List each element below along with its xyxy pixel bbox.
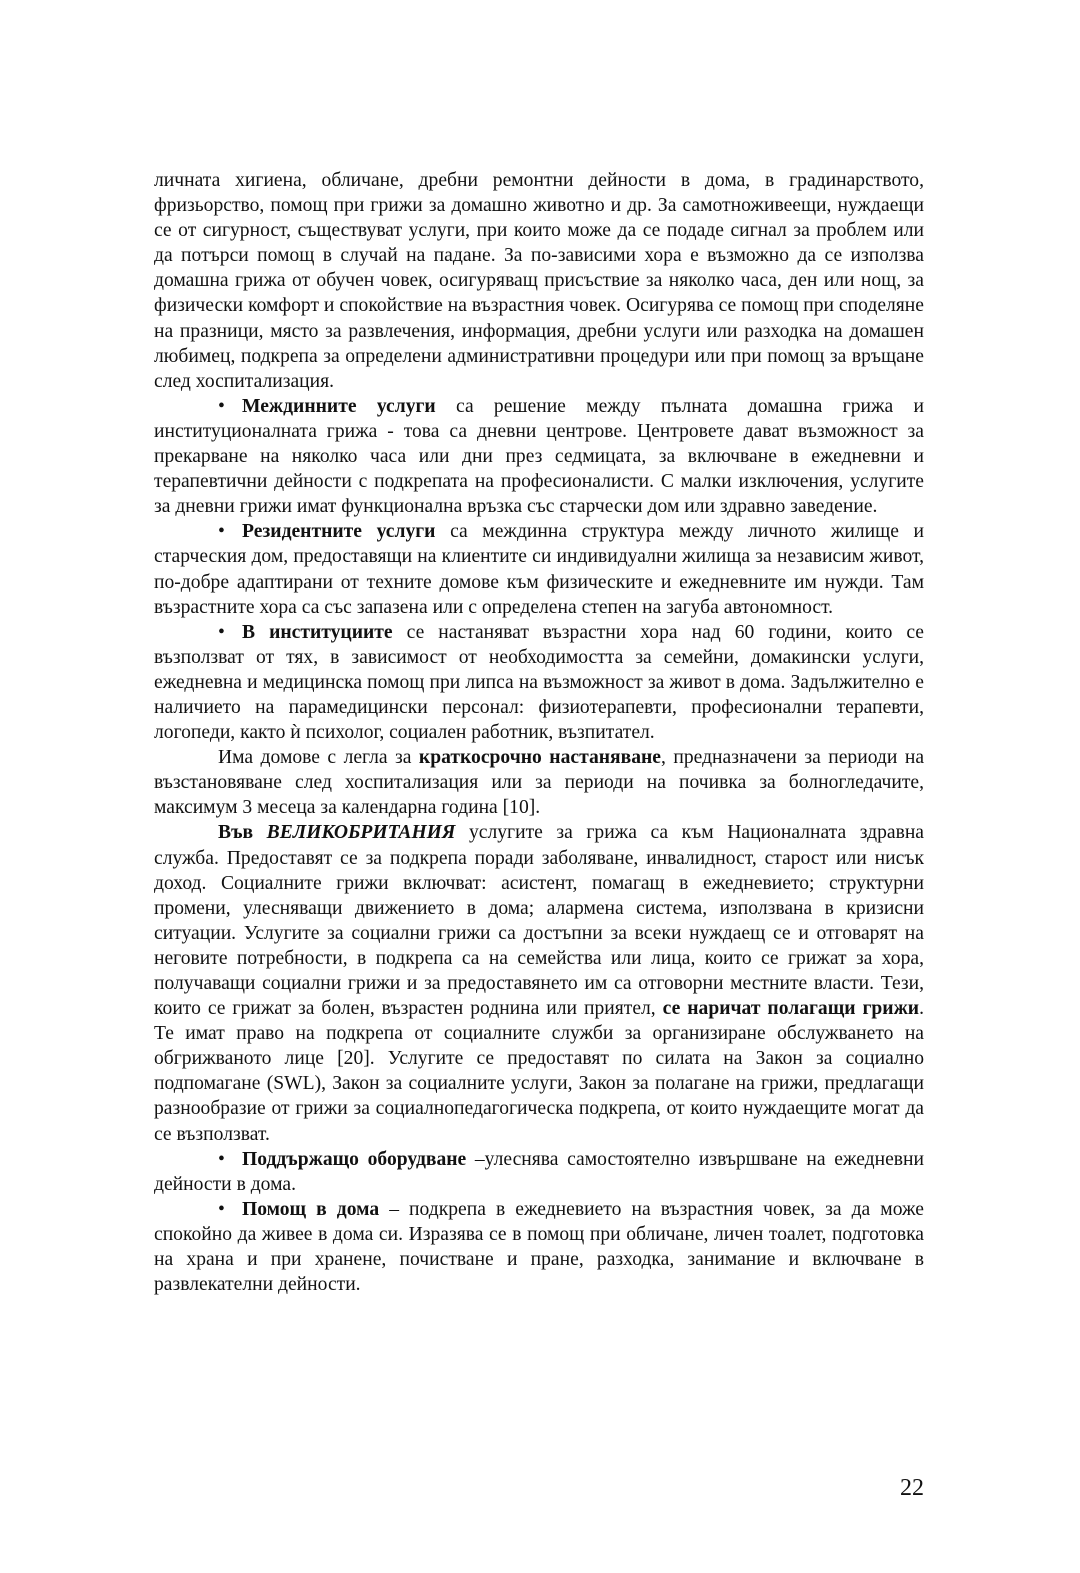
bullet-icon: • bbox=[218, 1148, 225, 1170]
term-caregivers: се наричат полагащи грижи bbox=[662, 998, 920, 1020]
bullet-icon: • bbox=[218, 621, 225, 643]
bullet-residential-services: • Резидентните услуги са междинна структура между личното жилище и старческия дом, предоставящи на клиентите си индивидуални жилища за независим живот, по-добре адаптирани от техните домове към физическите и ежедневните им нужди. Там възрастните хора са със запазена или с определена степен на загуба автономност. bbox=[154, 521, 924, 618]
bullet-supporting-equipment: • Поддържащо оборудване –улеснява самостоятелно извършване на ежедневни дейности в дома. bbox=[154, 1148, 925, 1195]
bullet-icon: • bbox=[218, 521, 225, 543]
paragraph-continuation: личната хигиена, обличане, дребни ремонтни дейности в дома, в градинарството, фризьорство, помощ при грижи за домашно животно и др. За самотноживеещи, нуждаещи се от сигурност, съществуват услуги, при които може да се подаде сигнал за проблем или да потърси помощ в случай на падане. За по-зависими хора е възможно да се използва домашна грижа от обучен човек, осигуряващ присъствие за няколко часа, ден или нощ, за физически комфорт и спокойствие на възрастния човек. Осигурява се помощ при споделяне на празници, място за развлечения, информация, дребни услуги или разходка на домашен любимец, подкрепа за определени административни процедури или при помощ за връщане след хоспитализация. bbox=[154, 170, 924, 392]
page-body bbox=[154, 168, 924, 1297]
bullet-icon: • bbox=[218, 395, 225, 417]
bullet-institutions: • В институциите се настаняват възрастни хора над 60 години, които се възползват от тях, в зависимост от необходимостта за семейни, домакински услуги, ежедневна и медицинска помощ при липса на възможност за живот в дома. Задължително е наличието на парамедицински персонал: физиотерапевти, професионални терапевти, логопеди, както ѝ психолог, социален работник, възпитател. bbox=[154, 621, 924, 744]
page-number: 22 bbox=[900, 1475, 924, 1501]
term-short-term: краткосрочно настаняване bbox=[418, 747, 662, 769]
term-institutions: В институциите bbox=[242, 621, 393, 643]
term-residential-services: Резидентните услуги bbox=[242, 521, 436, 543]
bullet-intermediate-services: • Междинните услуги са решение между пълната домашна грижа и институционалната грижа - това са дневни центрове. Центровете дават възможност за прекарване на няколко часа или дни през седмицата, за включване в ежедневни и терапевтични дейности с подкрепата на професионалисти. С малки изключения, услугите за дневни грижи имат функционална връзка със старчески дом или здравно заведение. bbox=[154, 395, 925, 518]
paragraph-great-britain: Във ВЕЛИКОБРИТАНИЯ услугите за грижа са към Националната здравна служба. Предоставят се за подкрепа поради заболяване, инвалидност, старост или нисък доход. Социалните грижи включват: асистент, помагащ в ежедневието; структурни промени, улесняващи движението в дома; алармена система, използвана в кризисни ситуации. Услугите за социални грижи са достъпни за всеки нуждаещ се и отговарят на неговите потребности, в подкрепа са на семейства или лица, които се грижат за хора, получаващи социални грижи и за предоставянето им са отговорни местните власти. Тези, които се грижат за болен, възрастен роднина или приятел, се наричат полагащи грижи. Те имат право на подкрепа от социалните служби за организиране обслужването на обгрижваното лице [20]. Услугите се предоставят по силата на Закон за социално подпомагане (SWL), Закон за социалните услуги, Закон за полагане на грижи, предлагащи разнообразие от грижи за социалнопедагогическа подкрепа, от които нуждаещите могат да се възползват. bbox=[154, 822, 925, 1145]
bullet-home-help: • Помощ в дома – подкрепа в ежедневието на възрастния човек, за да може спокойно да живее в дома си. Изразява се в помощ при обличане, личен тоалет, подготовка на храна и при хранене, почистване и пране, разходка, занимание и включване в развлекателни дейности. bbox=[154, 1198, 924, 1296]
term-great-britain: ВЕЛИКОБРИТАНИЯ bbox=[266, 822, 456, 844]
term-home-help: Помощ в дома bbox=[242, 1198, 380, 1220]
term-intermediate-services: Междинните услуги bbox=[242, 395, 436, 417]
term-supporting-equipment: Поддържащо оборудване bbox=[242, 1148, 467, 1170]
paragraph-short-term: Има домове с легла за краткосрочно настаняване, предназначени за периоди на възстановяване след хоспитализация или за периоди на почивка за болногледачите, максимум 3 месеца за календарна година [10]. bbox=[154, 747, 925, 819]
bullet-icon: • bbox=[218, 1198, 225, 1220]
